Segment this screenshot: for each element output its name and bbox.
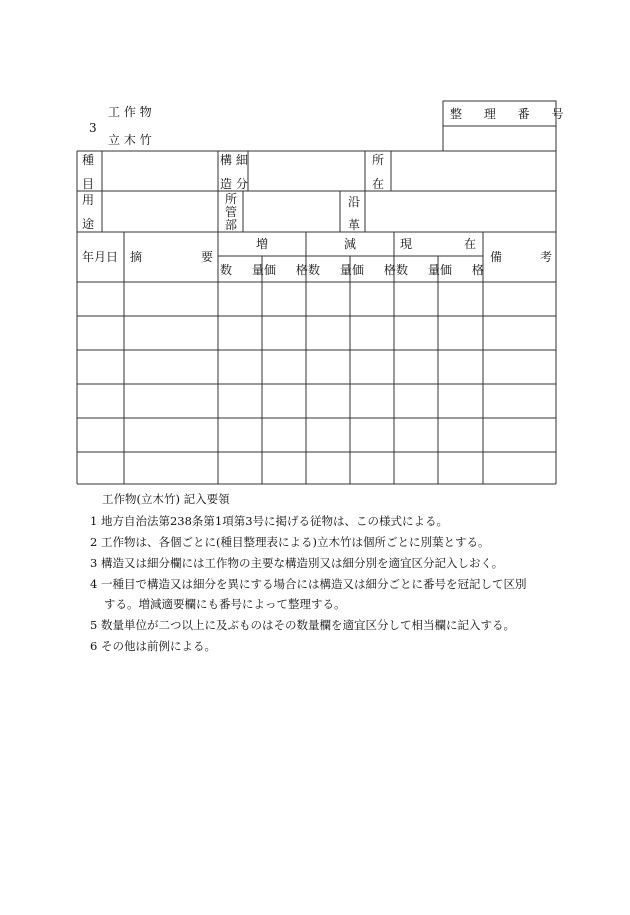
seiri-bango-label: 整 理 番 号 bbox=[450, 107, 564, 121]
instruction-item: 3 構造又は細分欄には工作物の主要な構造別又は細分別を適宜区分記入しおく。 bbox=[90, 556, 504, 570]
col-biko-1: 備 bbox=[490, 250, 503, 264]
label-kaku: 革 bbox=[348, 218, 361, 232]
instruction-item-cont: する。増減適要欄にも番号によって整理する。 bbox=[104, 597, 346, 611]
shumoku-value[interactable] bbox=[103, 152, 217, 190]
yoto-value[interactable] bbox=[103, 192, 217, 231]
table-row[interactable] bbox=[78, 453, 555, 483]
label-kozo-bun: 造 分 bbox=[220, 177, 248, 191]
col-tekiyo-2: 要 bbox=[201, 250, 214, 264]
instruction-item: 1 地方自治法第238条第1項第3号に掲げる従物は、この様式による。 bbox=[90, 514, 449, 528]
label-shokan-3: 部 bbox=[225, 218, 238, 232]
label-shokan-2: 管 bbox=[225, 205, 238, 219]
label-sho: 所 bbox=[372, 153, 385, 167]
instruction-item: 5 数量単位が二つ以上に及ぶものはその数量欄を適宜区分して相当欄に記入する。 bbox=[90, 618, 515, 632]
col-genzai-1: 現 bbox=[400, 237, 413, 251]
label-shu: 種 bbox=[82, 153, 95, 167]
form-number: 3 bbox=[89, 121, 97, 135]
label-kozo-saibu: 構 細 bbox=[220, 153, 248, 167]
sub-genzai-price: 価 格 bbox=[440, 263, 484, 277]
enkaku-value[interactable] bbox=[366, 192, 555, 231]
col-gen: 減 bbox=[344, 237, 357, 251]
col-tekiyo-1: 摘 bbox=[130, 250, 143, 264]
table-row[interactable] bbox=[78, 351, 555, 383]
sub-genzai-qty: 数 量 bbox=[396, 263, 440, 277]
kozo-value[interactable] bbox=[249, 152, 364, 190]
shokanbu-value[interactable] bbox=[244, 192, 339, 231]
table-row[interactable] bbox=[78, 283, 555, 315]
label-moku: 目 bbox=[82, 177, 95, 191]
col-date: 年月日 bbox=[82, 250, 119, 264]
label-shokan-1: 所 bbox=[225, 192, 238, 206]
form-title-line2: 立 木 竹 bbox=[108, 133, 152, 147]
label-zai: 在 bbox=[372, 177, 385, 191]
label-en: 沿 bbox=[348, 195, 361, 209]
col-zo: 増 bbox=[256, 237, 269, 251]
sub-gen-qty: 数 量 bbox=[308, 263, 352, 277]
instruction-item: 4 一種目で構造又は細分を異にする場合には構造又は細分ごとに番号を冠記して区別 bbox=[90, 577, 527, 591]
table-row[interactable] bbox=[78, 317, 555, 349]
sub-zo-qty: 数 量 bbox=[220, 263, 264, 277]
label-to: 途 bbox=[82, 217, 95, 231]
seiri-bango-value[interactable] bbox=[444, 127, 555, 150]
shozai-value[interactable] bbox=[392, 152, 555, 190]
sub-zo-price: 価 格 bbox=[264, 263, 308, 277]
table-row[interactable] bbox=[78, 419, 555, 451]
label-yo: 用 bbox=[82, 193, 95, 207]
form-title-line1: 工 作 物 bbox=[108, 105, 152, 119]
col-genzai-2: 在 bbox=[464, 237, 477, 251]
instruction-item: 2 工作物は、各個ごとに(種目整理表による)立木竹は個所ごとに別葉とする。 bbox=[90, 535, 490, 549]
instruction-item: 6 その他は前例による。 bbox=[90, 639, 216, 653]
col-biko-2: 考 bbox=[540, 250, 553, 264]
table-row[interactable] bbox=[78, 385, 555, 417]
sub-gen-price: 価 格 bbox=[352, 263, 396, 277]
instructions-title: 工作物(立木竹) 記入要領 bbox=[102, 492, 230, 506]
